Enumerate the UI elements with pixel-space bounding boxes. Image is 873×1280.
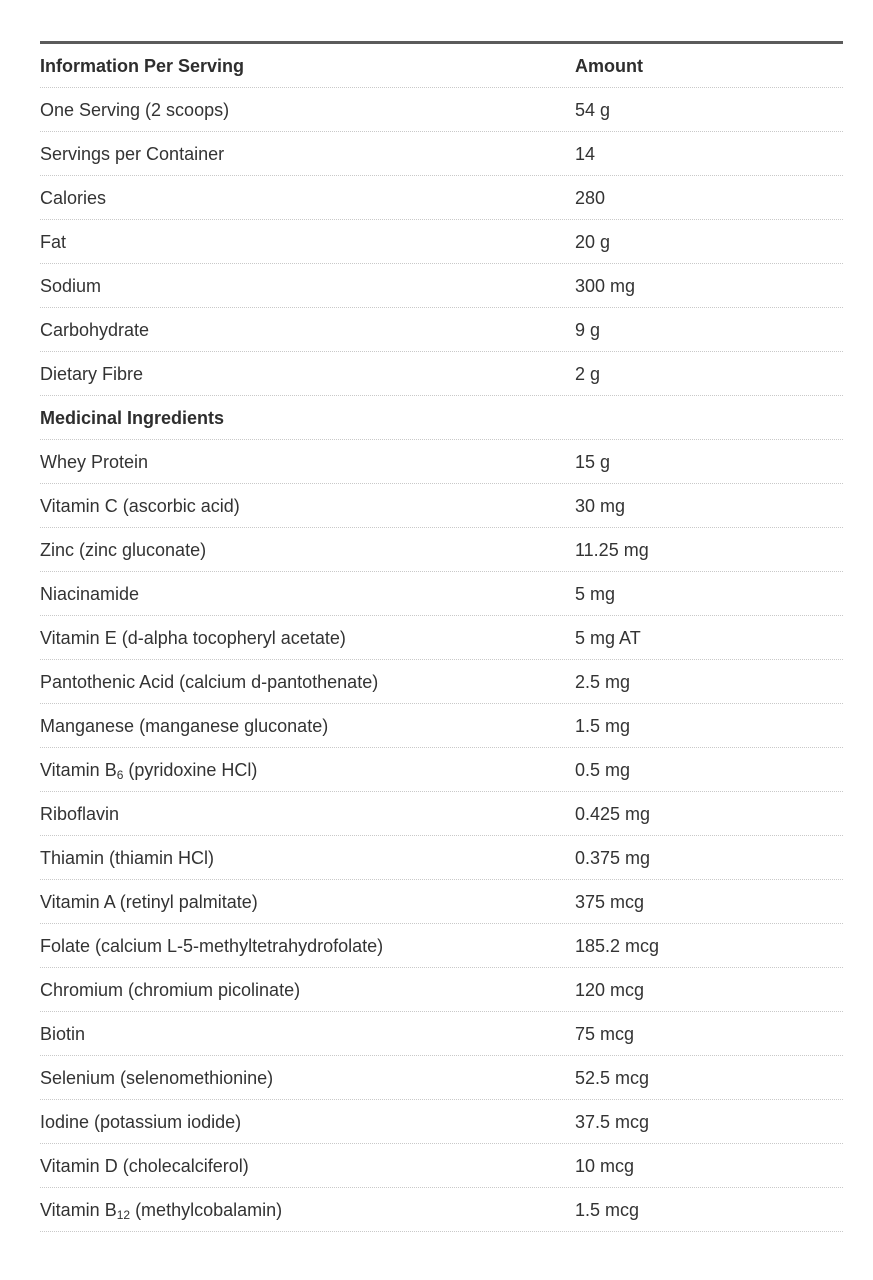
row-amount: 2 g [575,363,601,384]
row-amount: 14 [575,143,596,164]
row-amount: 75 mcg [575,1023,635,1044]
table-row [40,308,843,352]
table-row [40,484,843,528]
row-amount: 0.375 mg [575,847,651,868]
row-name: Iodine (potassium iodide) [40,1111,242,1132]
row-name: Dietary Fibre [40,363,144,384]
row-amount: 2.5 mg [575,671,631,692]
row-name: Vitamin E (d-alpha tocopheryl acetate) [40,627,346,648]
table-row [40,660,843,704]
table-row [40,968,843,1012]
row-name [40,1199,575,1222]
table-row [40,1100,843,1144]
table-row [40,1012,843,1056]
row-name: Manganese (manganese gluconate) [40,715,329,736]
row-amount: 11.25 mg [575,539,649,560]
row-name: Folate (calcium L-5-methyltetrahydrofolate) [40,935,384,956]
row-name-text: Vitamin B [40,1199,117,1220]
row-amount: 120 mcg [575,979,645,1000]
row-name: Niacinamide [40,583,140,604]
row-name: One Serving (2 scoops) [40,99,230,120]
row-name: Thiamin (thiamin HCl) [40,847,215,868]
table-row [40,880,843,924]
header-name: Information Per Serving [40,55,245,76]
nutrition-table [40,41,843,1232]
table-row [40,836,843,880]
table-row [40,220,843,264]
row-amount: 375 mcg [575,891,645,912]
row-name-text: Vitamin B [40,759,117,780]
table-row [40,88,843,132]
table-row [40,572,843,616]
row-amount: 300 mg [575,275,636,296]
table-header-row [40,44,843,88]
row-amount: 9 g [575,319,601,340]
table-row [40,176,843,220]
row-amount: 15 g [575,451,611,472]
row-amount: 52.5 mcg [575,1067,650,1088]
row-amount: 30 mg [575,495,626,516]
table-row [40,440,843,484]
table-row [40,792,843,836]
row-amount: 10 mcg [575,1155,635,1176]
row-amount: 20 g [575,231,611,252]
row-name: Chromium (chromium picolinate) [40,979,301,1000]
row-name: Carbohydrate [40,319,150,340]
row-name: Selenium (selenomethionine) [40,1067,274,1088]
table-row [40,352,843,396]
row-amount: 54 g [575,99,611,120]
row-amount: 0.5 mg [575,759,631,780]
row-name: Zinc (zinc gluconate) [40,539,207,560]
row-name-subscript: 6 [116,767,124,782]
row-name: Vitamin D (cholecalciferol) [40,1155,249,1176]
table-row [40,132,843,176]
table-row [40,1188,843,1232]
row-amount: 5 mg AT [575,627,641,648]
row-name [40,759,575,782]
row-name-subscript: 12 [116,1207,131,1222]
section-title: Medicinal Ingredients [40,407,225,428]
row-name: Vitamin A (retinyl palmitate) [40,891,258,912]
table-row [40,616,843,660]
row-name: Biotin [40,1023,86,1044]
table-row [40,528,843,572]
row-name: Sodium [40,275,102,296]
row-name: Pantothenic Acid (calcium d-pantothenate) [40,671,379,692]
table-row [40,1144,843,1188]
row-amount: 5 mg [575,583,616,604]
table-row [40,924,843,968]
row-name-text: (pyridoxine HCl) [123,759,258,780]
row-amount: 185.2 mcg [575,935,660,956]
row-name: Riboflavin [40,803,120,824]
row-name: Vitamin C (ascorbic acid) [40,495,240,516]
table-row [40,264,843,308]
row-amount: 1.5 mg [575,715,631,736]
row-name: Calories [40,187,107,208]
row-amount: 280 [575,187,606,208]
table-row [40,748,843,792]
row-amount: 1.5 mcg [575,1199,640,1220]
table-row [40,704,843,748]
row-amount: 37.5 mcg [575,1111,650,1132]
row-name: Servings per Container [40,143,225,164]
row-name: Fat [40,231,67,252]
row-amount: 0.425 mg [575,803,651,824]
row-name-text: (methylcobalamin) [130,1199,283,1220]
section-title-row [40,396,843,440]
row-name: Whey Protein [40,451,149,472]
header-amount: Amount [575,55,643,76]
table-row [40,1056,843,1100]
